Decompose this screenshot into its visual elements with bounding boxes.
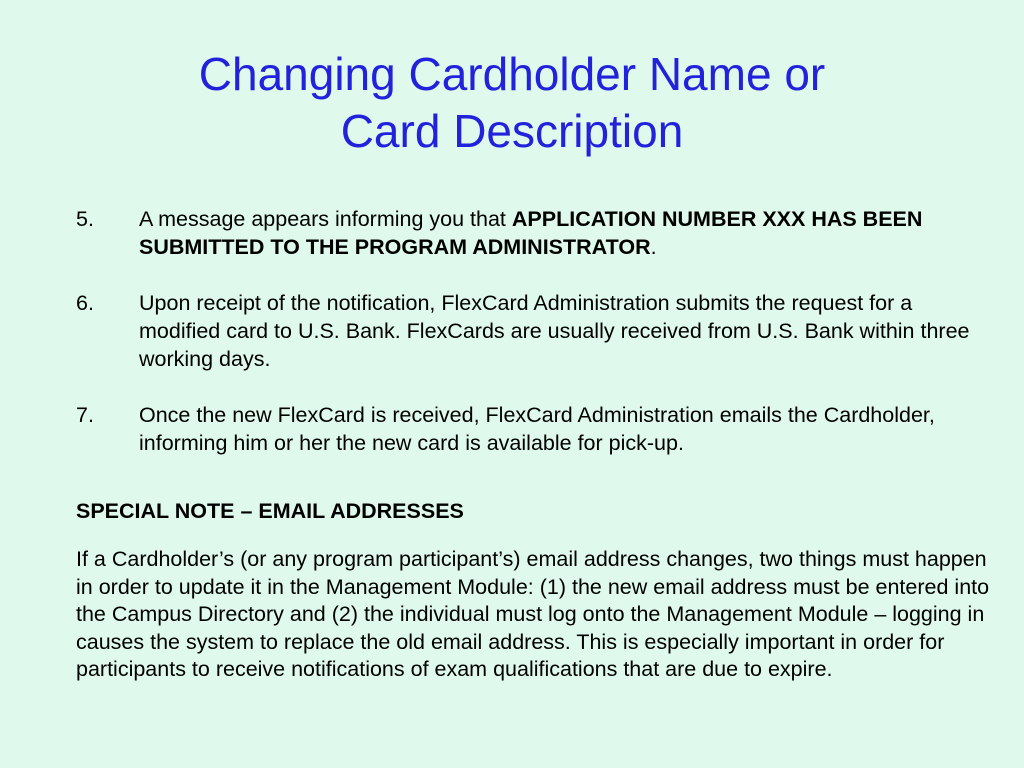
step-text: Once the new FlexCard is received, FlexCard Administration emails the Cardholder, informing him or her the new card is available for pick-up. xyxy=(139,403,935,455)
step-number: 6. xyxy=(76,291,94,315)
step-text: Upon receipt of the notification, FlexCard Administration submits the request for a modified card to U.S. Bank. FlexCards are usually received from U.S. Bank within three working days. xyxy=(139,291,970,371)
step-6 xyxy=(76,289,996,373)
numbered-steps xyxy=(76,205,996,485)
step-7 xyxy=(76,401,996,457)
slide-title-line-2: Card Description xyxy=(340,105,684,157)
step-text xyxy=(139,205,996,261)
step-text-lead: A message appears informing you that xyxy=(139,207,512,231)
slide-title xyxy=(0,46,1024,160)
slide-title-line-1: Changing Cardholder Name or xyxy=(198,48,826,100)
step-text-end: . xyxy=(650,235,657,259)
special-note-body: If a Cardholder’s (or any program participant’s) email address changes, two things must happen in order to update it in the Management Module: (1) the new email address must be entered into the Campus Directory and (2) the individual must log onto the Management Module – logging in causes the system to replace the old email address. This is especially important in order for participants to receive notifications of exam qualifications that are due to expire. xyxy=(76,547,990,681)
step-number: 7. xyxy=(76,403,94,427)
step-text-bold: APPLICATION NUMBER XXX HAS BEEN SUBMITTED TO THE PROGRAM ADMINISTRATOR xyxy=(139,207,923,259)
step-number: 5. xyxy=(76,207,94,231)
step-5 xyxy=(76,205,996,261)
special-note-heading: SPECIAL NOTE – EMAIL ADDRESSES xyxy=(76,499,464,523)
